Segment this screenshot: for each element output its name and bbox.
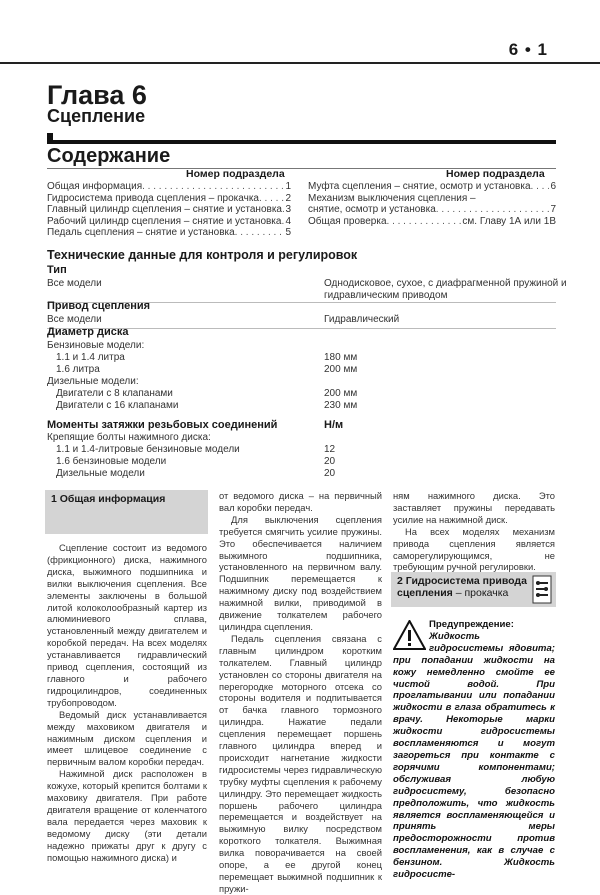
spec-type-label: Все модели xyxy=(47,278,102,289)
toc-left xyxy=(47,181,291,239)
section-1-title: 1 Общая информация xyxy=(51,493,166,505)
torque-value: 20 xyxy=(324,456,336,467)
toc-left-header: Номер подраздела xyxy=(186,168,285,180)
toc-entry[interactable]: Общая проверка . . . см. Главу 1А или 1В xyxy=(308,216,556,228)
torque-row: 1.6 бензиновые модели xyxy=(56,456,167,467)
spec-type-heading: Тип xyxy=(47,264,67,276)
toc-entry[interactable]: Общая информация . . . 1 xyxy=(47,181,291,193)
section-2-title: 2 Гидросистема привода xyxy=(397,575,527,587)
toc-entry[interactable]: снятие, осмотр и установка . . . 7 xyxy=(308,204,556,216)
paragraph: от ведомого диска – на первичный вал коробки передач. xyxy=(219,490,382,513)
section-1-body xyxy=(47,542,207,863)
spec-drive-heading: Привод сцепления xyxy=(47,300,151,312)
toc-entry[interactable]: Рабочий цилиндр сцепления – снятие и установка . . . 4 xyxy=(47,216,291,228)
torque-unit: Н/м xyxy=(324,419,344,431)
section-2-heading xyxy=(391,572,556,607)
spec-disc-value: 230 мм xyxy=(324,400,358,411)
paragraph: Ведомый диск устанавливается между маховиком двигателя и нажимным диском сцепления и имеет шлицевое соединение с первичным валом коробки передач. xyxy=(47,708,207,768)
torque-value: 12 xyxy=(324,444,336,455)
section-2-title: сцепления xyxy=(397,587,453,599)
spec-disc-row: 1.6 литра xyxy=(56,364,100,375)
warning-text xyxy=(393,619,555,881)
toc-entry[interactable]: Гидросистема привода сцепления – прокачка . . . 2 xyxy=(47,193,291,205)
toc-right-header: Номер подраздела xyxy=(446,168,545,180)
spec-drive-label: Все модели xyxy=(47,314,102,325)
torque-row: Дизельные модели xyxy=(56,468,145,479)
page-number: 6 • 1 xyxy=(508,40,548,59)
toc-entry[interactable]: Муфта сцепления – снятие, осмотр и установка . . . 6 xyxy=(308,181,556,193)
paragraph: Педаль сцепления связана с главным цилиндром коротким толкателем. Главный цилиндр установлен со стороны двигателя на перегородке моторного отсека со стороны водителя и подпитывается от бачка главного тормозного цилиндра. Нажатие педали сцепления перемещает поршень главного цилиндра вперед и происходит нагнетание жидкости гидросистемы через гидравлическую трубку муфты сцепления к рабочему цилиндру. Это перемещает жидкость поршень рабочего цилиндра перемещается и воздействует на выжимную вилку посредством короткого толкателя. Выжимная вилка поворачивается на своей опоре, а ее другой конец перемещает выжимной подшипник к пружи- xyxy=(219,632,382,894)
toc-entry[interactable]: Педаль сцепления – снятие и установка . . . 5 xyxy=(47,227,291,239)
spec-disc-row: Дизельные модели: xyxy=(47,376,139,387)
paragraph: ням нажимного диска. Это заставляет пружины передавать усилие на нажимной диск. xyxy=(393,490,555,525)
column-3-body xyxy=(393,490,555,573)
torque-heading: Моменты затяжки резьбовых соединений xyxy=(47,419,278,431)
torque-row: 1.1 и 1.4-литровые бензиновые модели xyxy=(56,444,240,455)
torque-value: 20 xyxy=(324,468,336,479)
chapter-rule xyxy=(47,140,556,144)
paragraph: Сцепление состоит из ведомого (фрикционного) диска, нажимного диска, выжимного подшипника и вилки выключения сцепления. Все элементы заключены в большой литой колоколообразный картер из алюминиевого сплава, установленный между двигателем и коробкой передач. На всех моделях устанавливается гидравлический привод сцепления, состоящий из главного и рабочего гидроцилиндров, соединенных трубопроводом. xyxy=(47,542,207,708)
spec-disc-value: 200 мм xyxy=(324,364,358,375)
spec-disc-row: Бензиновые модели: xyxy=(47,340,145,351)
spec-disc-heading: Диаметр диска xyxy=(47,326,129,338)
toc-right xyxy=(308,181,556,227)
section-1-heading xyxy=(45,490,208,534)
torque-row: Крепящие болты нажимного диска: xyxy=(47,432,211,443)
paragraph: Нажимной диск расположен в кожухе, который крепится болтами к маховику двигателя. При работе двигателя вращение от коленчатого вала передается через маховик к ведомому диску (эти детали надежно прижаты друг к другу с помощью нажимного диска) и xyxy=(47,768,207,863)
toc-entry[interactable]: Главный цилиндр сцепления – снятие и установка . . . 3 xyxy=(47,204,291,216)
toc-entry-label[interactable]: Механизм выключения сцепления – xyxy=(308,192,476,204)
section-2-suffix: – прокачка xyxy=(452,587,509,599)
tech-title: Технические данные для контроля и регулировок xyxy=(47,248,358,262)
contents-title: Содержание xyxy=(47,145,171,167)
spec-disc-value: 180 мм xyxy=(324,352,358,363)
spec-disc-row: Двигатели с 8 клапанами xyxy=(56,388,173,399)
paragraph: На всех моделях механизм привода сцепления является саморегулирующимся, не требующим ручной регулировки. xyxy=(393,525,555,573)
paragraph: Для выключения сцепления требуется смягчить усилие пружины. Это обеспечивается наличием выжимного подшипника, установленного на первичном валу. Подшипник перемещается к нажимному диску под воздействием нажимной вилки, приводимой в движение толкателем рабочего цилиндра сцепления. xyxy=(219,513,382,632)
difficulty-wrench-icon xyxy=(532,575,552,604)
chapter-number: Глава 6 xyxy=(47,80,147,110)
spec-disc-value: 200 мм xyxy=(324,388,358,399)
warning-label: Предупреждение: xyxy=(429,619,514,630)
spec-type-value-1: Однодисковое, сухое, с диафрагменной пружиной и xyxy=(324,278,567,289)
chapter-title: Сцепление xyxy=(47,106,146,126)
spec-type-value-2: гидравлическим приводом xyxy=(324,290,448,301)
spec-disc-row: Двигатели с 16 клапанами xyxy=(56,400,179,411)
warning-body: Жидкость гидросистемы ядовита; при попадании жидкости на кожу немедленно смойте ее чистой водой. При проглатывании или попадании жидкости в глаза обратитесь к врачу. Некоторые марки жидкости гидросистемы воспламеняются и могут загореться при контакте с горячими компонентами; обслуживая любую гидросистему, безопасно предположить, что жидкость является воспламеняющейся и принять меры предосторожности против воспламенения, как в случае с бензином. Жидкость гидросисте- xyxy=(393,630,555,881)
header-rule xyxy=(0,62,600,64)
spec-drive-value: Гидравлический xyxy=(324,314,400,325)
spec-disc-row: 1.1 и 1.4 литра xyxy=(56,352,125,363)
column-2-body xyxy=(219,490,382,895)
